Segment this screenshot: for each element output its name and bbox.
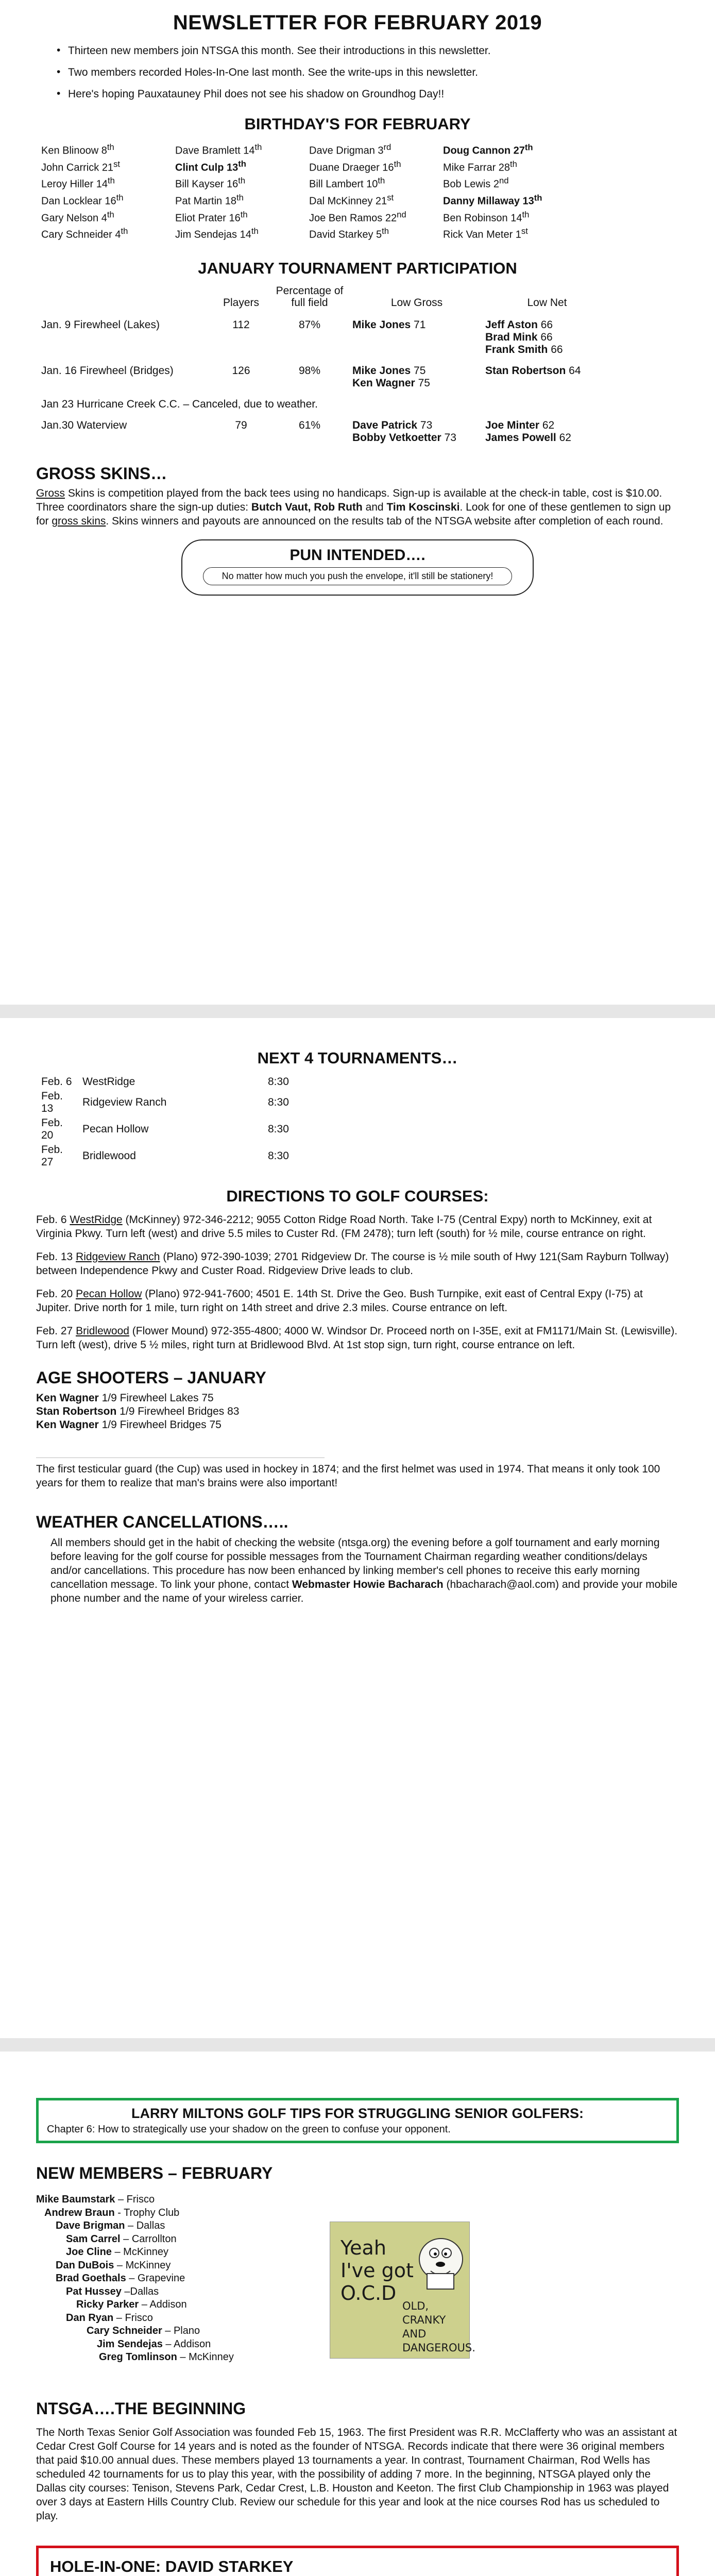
next-time: 8:30 <box>268 1150 289 1162</box>
player-name: Stan Robertson <box>485 364 566 377</box>
birthday-text: Joe Ben Ramos 22 <box>309 212 397 224</box>
birthday-entry <box>309 225 443 242</box>
ocd-line: Yeah <box>341 2236 386 2259</box>
birthday-entry <box>41 191 175 208</box>
birthday-suffix: st <box>521 226 528 236</box>
birthday-entry <box>309 174 443 191</box>
member-city: – Carrollton <box>120 2233 177 2245</box>
player-name: Brad Mink <box>485 331 538 343</box>
gross-skins-text <box>36 486 679 528</box>
member-name: Dan DuBois <box>56 2259 114 2271</box>
participation-row <box>41 391 613 412</box>
member-city: - Trophy Club <box>114 2207 180 2218</box>
birthday-text: Bob Lewis 2 <box>443 178 499 190</box>
low-gross-entry <box>352 432 481 444</box>
birthday-entry <box>41 225 175 242</box>
birthday-text: Bill Kayser 16 <box>175 178 239 190</box>
birthday-entry <box>443 174 577 191</box>
direction-text: (McKinney) 972-346-2212; 9055 Cotton Ridge Road North. Take I-75 (Central Expy) north to McKinney, exit at Virginia Pkwy. Turn left (west) and drive 5.5 miles to Custer Rd. (FM 2478); turn left (south) for ½ mile, course entrance on right. <box>36 1214 652 1240</box>
birthday-text: Danny Millaway 13 <box>443 195 534 207</box>
low-gross <box>352 412 485 446</box>
participation-pct: 61% <box>298 419 321 431</box>
hio-starkey-title: HOLE-IN-ONE: DAVID STARKEY <box>50 2557 294 2575</box>
next-course: WestRidge <box>82 1076 135 1088</box>
birthday-suffix: th <box>254 142 262 152</box>
birthday-text: Pat Martin 18 <box>175 195 236 207</box>
ocd-sign-image <box>330 2222 475 2359</box>
next4-table <box>41 1075 320 1170</box>
birthdays-title: BIRTHDAY'S FOR FEBRUARY <box>244 115 471 133</box>
birthday-entry <box>175 208 309 225</box>
player-name: Joe Minter <box>485 419 540 431</box>
intro-bullet: • Thirteen new members join NTSGA this month. See their introductions in this newsletter. <box>57 45 679 57</box>
coordinators-names: Butch Vaut, Rob Ruth <box>251 501 363 513</box>
birthday-text: Gary Nelson 4 <box>41 212 107 224</box>
player-name: Mike Jones <box>352 318 411 331</box>
birthday-text: Cary Schneider 4 <box>41 229 121 241</box>
next-tournament-row <box>41 1075 320 1089</box>
birthday-suffix: th <box>107 209 114 219</box>
direction-item <box>36 1250 679 1278</box>
birthday-entry <box>41 158 175 175</box>
direction-date: Feb. 27 <box>36 1325 76 1337</box>
low-net-entry <box>485 432 609 444</box>
low-gross <box>352 358 485 391</box>
member-name: Dave Brigman <box>56 2220 125 2231</box>
participation-players: 112 <box>232 318 250 331</box>
birthday-text: Bill Lambert 10 <box>309 178 378 190</box>
age-shooter-name: Ken Wagner <box>36 1419 99 1431</box>
weather-text <box>50 1536 679 1605</box>
birthday-text: John Carrick 21 <box>41 162 114 174</box>
ocd-line: O.C.D <box>341 2282 397 2304</box>
birthday-entry <box>175 158 309 175</box>
weather-body-2: (hbacharach@aol.com) and provide your mobile phone number and the name of your wireless carrier. <box>50 1579 678 1604</box>
birthday-text: David Starkey 5 <box>309 229 382 241</box>
participation-row <box>41 312 613 358</box>
birthday-entry <box>443 191 577 208</box>
birthday-suffix: th <box>240 209 248 219</box>
player-name: Jeff Aston <box>485 318 538 331</box>
participation-header: Low Gross <box>390 296 443 309</box>
low-gross-entry <box>352 319 481 331</box>
player-score: 66 <box>548 343 563 355</box>
intro-bullet: • Here's hoping Pauxatauney Phil does not see his shadow on Groundhog Day!! <box>57 88 679 100</box>
member-name: Ricky Parker <box>76 2299 139 2310</box>
birthday-text: Dave Bramlett 14 <box>175 145 255 157</box>
low-net <box>485 358 613 391</box>
birthday-suffix: th <box>251 226 259 236</box>
gross-skins-body-1: Skins is competition played from the back tees using no handicaps. Sign-up is available at the check-in table, cost is $10.00. Three coordinators share the sign-up duties: <box>36 487 662 513</box>
birthday-suffix: th <box>394 159 401 169</box>
intro-list <box>57 45 679 100</box>
pun-text: No matter how much you push the envelope, it'll still be stationery! <box>203 567 512 585</box>
low-gross-entry <box>352 365 481 377</box>
participation-header: Players <box>223 296 260 309</box>
age-shooter-detail: 1/9 Firewheel Bridges 83 <box>116 1405 240 1417</box>
birthday-text: Duane Draeger 16 <box>309 162 394 174</box>
direction-course: Bridlewood <box>76 1325 129 1337</box>
gross-skins-title: GROSS SKINS… <box>36 464 167 483</box>
player-score: 66 <box>537 331 553 343</box>
birthday-entry <box>175 141 309 158</box>
birthday-suffix: th <box>510 159 517 169</box>
next-course: Bridlewood <box>82 1150 136 1162</box>
player-name: Frank Smith <box>485 343 548 355</box>
next-date: Feb. 20 <box>41 1117 63 1141</box>
member-name: Greg Tomlinson <box>99 2351 177 2363</box>
birthday-text: Rick Van Meter 1 <box>443 229 521 241</box>
participation-header <box>41 285 215 312</box>
age-shooter-row <box>36 1405 679 1418</box>
member-name: Cary Schneider <box>87 2325 162 2336</box>
trivia-text: The first testicular guard (the Cup) was used in hockey in 1874; and the first helmet was used in 1974. That means it only took 100 years for them to realize that man's brains were also important! <box>36 1463 660 1489</box>
directions-list <box>36 1213 679 1352</box>
participation-event: Jan.30 Waterview <box>41 419 127 431</box>
age-shooter-detail: 1/9 Firewheel Bridges 75 <box>98 1419 222 1431</box>
birthday-suffix-bold <box>534 192 542 207</box>
birthday-suffix: th <box>238 159 246 169</box>
player-name: Ken Wagner <box>352 377 415 389</box>
next-time: 8:30 <box>268 1076 289 1088</box>
birthday-suffix: st <box>113 159 121 169</box>
next-tournament-row <box>41 1143 320 1170</box>
ocd-line: CRANKY <box>402 2314 446 2326</box>
player-score: 62 <box>556 431 571 444</box>
next-tournament-row <box>41 1116 320 1143</box>
birthday-entry <box>309 208 443 225</box>
birthday-entry <box>443 141 577 158</box>
birthday-text: Dan Locklear 16 <box>41 195 116 207</box>
player-name: James Powell <box>485 431 556 444</box>
birthday-suffix: st <box>387 192 394 202</box>
webmaster-name: Webmaster Howie Bacharach <box>292 1579 444 1590</box>
ocd-line: DANGEROUS. <box>402 2342 475 2354</box>
intro-bullet: • Two members recorded Holes-In-One last month. See the write-ups in this newsletter. <box>57 66 679 79</box>
member-name: Mike Baumstark <box>36 2194 115 2205</box>
player-name: Mike Jones <box>352 364 411 377</box>
birthday-suffix: th <box>107 176 115 186</box>
direction-course: Ridgeview Ranch <box>76 1251 160 1263</box>
direction-text: (Plano) 972-390-1039; 2701 Ridgeview Dr. The course is ½ mile south of Hwy 121(Sam Rayburn Tollway) between Independence Pkwy and Custer Road. Ridgeview Drive leads to club. <box>36 1251 669 1277</box>
golf-tips-subtitle: Chapter 6: How to strategically use your shadow on the green to confuse your opponent. <box>47 2124 451 2135</box>
birthday-suffix: th <box>238 176 246 186</box>
pun-bubble <box>181 539 534 596</box>
birthday-entry <box>175 174 309 191</box>
birthday-entry <box>175 225 309 242</box>
next-time: 8:30 <box>268 1123 289 1135</box>
member-city: – McKinney <box>111 2246 168 2258</box>
birthday-text: Doug Cannon 27 <box>443 145 525 157</box>
member-city: – Frisco <box>113 2312 153 2324</box>
player-name: Dave Patrick <box>352 419 418 431</box>
low-net <box>485 412 613 446</box>
player-name: Bobby Vetkoetter <box>352 431 441 444</box>
birthday-text: Dal McKinney 21 <box>309 195 387 207</box>
birthday-suffix: th <box>382 226 389 236</box>
direction-text: (Plano) 972-941-7600; 4501 E. 14th St. Drive the Geo. Bush Turnpike, exit east of Central Expy (I-75) at Jupiter. Drive north for 1 mile, turn right on 14th street and drive 2.3 miles. Course entrance on left. <box>36 1288 643 1314</box>
weather-title: WEATHER CANCELLATIONS….. <box>36 1513 288 1531</box>
player-score: 62 <box>539 419 555 431</box>
pun-title: PUN INTENDED…. <box>290 546 425 564</box>
birthday-text: Ken Blinoow 8 <box>41 145 107 157</box>
next4-title: NEXT 4 TOURNAMENTS… <box>257 1049 458 1067</box>
participation-players: 126 <box>232 364 250 377</box>
birthday-suffix-bold <box>238 159 246 173</box>
age-shooter-row <box>36 1418 679 1432</box>
gross-skins-word: Gross <box>36 487 65 499</box>
low-net <box>485 312 613 358</box>
birthday-text: Leroy Hiller 14 <box>41 178 108 190</box>
weather-body: All members should get in the habit of checking the website (ntsga.org) the evening before a golf tournament and early morning before leaving for the golf course for possible messages from the Tournament Chairman regarding weather conditions/delays and/or cancellations. This procedure has now been enhanced by linking member's cell phones to receive this early morning cancellation message. To link your phone, contact <box>50 1537 660 1590</box>
direction-date: Feb. 13 <box>36 1251 76 1263</box>
birthday-suffix: th <box>524 142 533 152</box>
birthday-text: Mike Farrar 28 <box>443 162 510 174</box>
low-gross-entry <box>352 377 481 389</box>
low-net-entry <box>485 319 609 331</box>
next-date: Feb. 13 <box>41 1090 63 1114</box>
member-name: Sam Carrel <box>66 2233 121 2245</box>
member-city: – Frisco <box>115 2194 155 2205</box>
ocd-line: AND <box>402 2328 427 2340</box>
birthday-grid <box>41 141 679 242</box>
birthday-entry <box>443 208 577 225</box>
next-date: Feb. 6 <box>41 1076 72 1088</box>
birthday-suffix: th <box>116 192 124 202</box>
birthday-entry <box>41 174 175 191</box>
golf-tips-box <box>36 2098 679 2143</box>
age-shooter-name: Stan Robertson <box>36 1405 117 1417</box>
next-time: 8:30 <box>268 1096 289 1108</box>
birthday-entry <box>175 191 309 208</box>
gross-skins-body-2: . Look for one of these gentlemen to sign up for <box>36 501 671 527</box>
ocd-sign-line2 <box>402 2299 475 2355</box>
birthday-suffix: nd <box>499 176 509 186</box>
low-net-entry <box>485 331 609 344</box>
next-tournament-row <box>41 1089 320 1116</box>
participation-title: JANUARY TOURNAMENT PARTICIPATION <box>198 259 517 277</box>
birthday-text: Dave Drigman 3 <box>309 145 384 157</box>
direction-course: WestRidge <box>70 1214 123 1226</box>
participation-players: 79 <box>235 419 247 431</box>
birthday-suffix: th <box>107 142 114 152</box>
direction-course: Pecan Hollow <box>76 1288 142 1300</box>
member-city: – McKinney <box>114 2259 171 2271</box>
direction-date: Feb. 6 <box>36 1214 70 1226</box>
birthday-entry <box>41 208 175 225</box>
birthday-text: Jim Sendejas 14 <box>175 229 251 241</box>
ocd-line: I've got <box>341 2259 414 2282</box>
birthday-suffix: th <box>378 176 385 186</box>
birthday-entry <box>443 225 577 242</box>
birthday-suffix-bold <box>524 142 533 157</box>
participation-row <box>41 358 613 391</box>
birthday-entry <box>41 141 175 158</box>
direction-text: (Flower Mound) 972-355-4800; 4000 W. Windsor Dr. Proceed north on I-35E, exit at FM1171/Main St. (Lewisville). Turn left (west), drive 5 ½ miles, right turn at Bridlewood Blvd. At 1st stop sign, turn right, course entrance on left. <box>36 1325 678 1351</box>
member-city: – Grapevine <box>126 2273 185 2284</box>
age-shooters-list <box>36 1392 679 1432</box>
age-shooter-detail: 1/9 Firewheel Lakes 75 <box>98 1392 214 1404</box>
next-course: Ridgeview Ranch <box>82 1096 167 1108</box>
golf-tips-title: LARRY MILTONS GOLF TIPS FOR STRUGGLING SENIOR GOLFERS: <box>131 2106 584 2121</box>
low-net-entry <box>485 344 609 356</box>
gross-skins-link[interactable]: gross skins <box>52 515 106 527</box>
direction-date: Feb. 20 <box>36 1288 76 1300</box>
participation-pct: 87% <box>298 318 321 331</box>
member-city: – McKinney <box>177 2351 234 2363</box>
participation-event: Jan 23 Hurricane Creek C.C. – Canceled, due to weather. <box>41 398 318 410</box>
player-score: 73 <box>417 419 433 431</box>
participation-table <box>41 285 613 446</box>
birthday-text: Clint Culp 13 <box>175 162 239 174</box>
age-shooter-name: Ken Wagner <box>36 1392 99 1404</box>
page-separator <box>0 2038 715 2052</box>
birthday-suffix: th <box>522 209 530 219</box>
page-separator <box>0 1005 715 1018</box>
member-city: –Dallas <box>121 2285 159 2297</box>
age-shooter-row <box>36 1392 679 1405</box>
member-name: Dan Ryan <box>66 2312 114 2324</box>
birthday-suffix: th <box>121 226 128 236</box>
newsletter-title: NEWSLETTER FOR FEBRUARY 2019 <box>173 11 542 34</box>
birthday-text: Eliot Prater 16 <box>175 212 241 224</box>
player-score: 64 <box>566 364 581 377</box>
member-city: – Dallas <box>125 2220 165 2231</box>
birthday-suffix: th <box>236 192 244 202</box>
birthday-entry <box>309 158 443 175</box>
member-name: Andrew Braun <box>44 2207 115 2218</box>
member-name: Joe Cline <box>66 2246 112 2258</box>
new-members-title: NEW MEMBERS – FEBRUARY <box>36 2164 273 2182</box>
new-member-entry <box>36 2207 679 2220</box>
page-2 <box>0 1018 715 2038</box>
member-city: – Addison <box>139 2299 187 2310</box>
birthday-entry <box>309 141 443 158</box>
low-net-entry <box>485 365 609 377</box>
directions-title: DIRECTIONS TO GOLF COURSES: <box>226 1187 489 1205</box>
direction-item <box>36 1213 679 1241</box>
player-score: 66 <box>537 318 553 331</box>
birthday-text: Ben Robinson 14 <box>443 212 522 224</box>
player-score: 75 <box>415 377 430 389</box>
new-member-entry <box>36 2193 679 2207</box>
player-score: 71 <box>411 318 426 331</box>
gross-skins-and: and <box>362 501 387 513</box>
low-gross <box>352 312 485 358</box>
birthday-suffix: rd <box>383 142 391 152</box>
participation-header: Percentage of full field <box>276 284 344 309</box>
member-city: – Addison <box>162 2338 211 2350</box>
gross-skins-body-3: . Skins winners and payouts are announced on the results tab of the NTSGA website after completion of each round. <box>106 515 663 527</box>
direction-item <box>36 1287 679 1315</box>
low-gross-entry <box>352 419 481 432</box>
player-score: 75 <box>411 364 426 377</box>
participation-row <box>41 412 613 446</box>
direction-item <box>36 1324 679 1352</box>
birthday-suffix: th <box>534 192 542 202</box>
member-name: Pat Hussey <box>66 2285 122 2297</box>
age-shooters-title: AGE SHOOTERS – JANUARY <box>36 1368 266 1387</box>
participation-event: Jan. 16 Firewheel (Bridges) <box>41 364 174 377</box>
coordinator-last: Tim Koscinski <box>386 501 460 513</box>
beginning-title: NTSGA….THE BEGINNING <box>36 2399 246 2418</box>
ocd-sign-line1 <box>341 2236 414 2304</box>
low-net-entry <box>485 419 609 432</box>
birthday-entry <box>309 191 443 208</box>
member-name: Brad Goethals <box>56 2273 126 2284</box>
player-score: 73 <box>441 431 456 444</box>
birthday-entry <box>443 158 577 175</box>
beginning-text: The North Texas Senior Golf Association was founded Feb 15, 1963. The first President was R.R. McClafferty who was an assistant at Cedar Crest Golf Course for 14 years and is noted as the founder of NTSGA. Records indicate that there were 36 original members that paid $10.00 annual dues. These members played 13 tournaments a year. In contrast, Tournament Chairman, Rod Wells has scheduled 42 tournaments for us to play this year, with the possibility of adding 7 more. In the beginning, NTSGA played only the Dallas city courses: Tenison, Stevens Park, Cedar Crest, L.B. Houston and Keeton. The first Club Championship in 1963 was played over 3 days at Eastern Hills Country Club. Review our schedule for this year and look at the nice courses Rod has us scheduled to play. <box>36 2427 677 2522</box>
ocd-line: OLD, <box>402 2300 429 2312</box>
next-course: Pecan Hollow <box>82 1123 149 1135</box>
hio-starkey-box <box>36 2546 679 2576</box>
page-1 <box>0 0 715 1005</box>
birthday-suffix: nd <box>397 209 406 219</box>
member-city: – Plano <box>162 2325 200 2336</box>
participation-event: Jan. 9 Firewheel (Lakes) <box>41 318 160 331</box>
participation-pct: 98% <box>298 364 321 377</box>
participation-header: Low Net <box>527 296 567 309</box>
next-date: Feb. 27 <box>41 1144 63 1168</box>
member-name: Jim Sendejas <box>97 2338 163 2350</box>
page-3 <box>0 2052 715 2576</box>
